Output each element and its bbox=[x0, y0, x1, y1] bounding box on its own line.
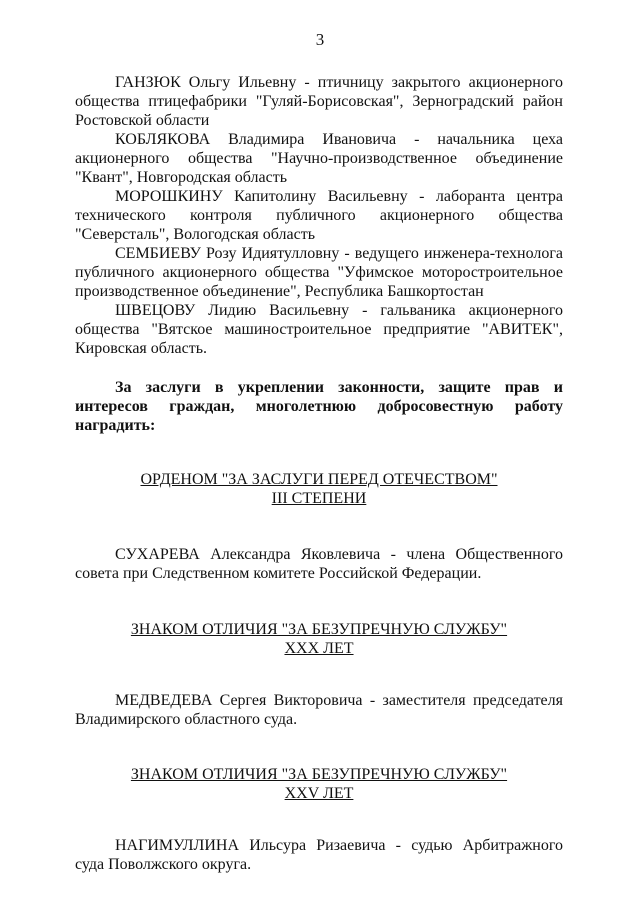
award-entry-sembieva: СЕМБИЕВУ Розу Идиятулловну - ведущего инженера-технолога публичного акционерного общества "Уфимское моторостроительное производственное объединение", Республика Башкортостан bbox=[75, 245, 563, 300]
document-body bbox=[75, 73, 563, 874]
award-entry-sukharev: СУХАРЕВА Александра Яковлевича - члена Общественного совета при Следственном комитете Российской Федерации. bbox=[75, 546, 563, 582]
award-entry-medvedev: МЕДВЕДЕВА Сергея Викторовича - заместителя председателя Владимирского областного суда. bbox=[75, 692, 563, 728]
award-heading-order-line2: III СТЕПЕНИ bbox=[271, 490, 367, 507]
award-heading-xxx-line2: XXX ЛЕТ bbox=[284, 640, 354, 657]
award-entry-shvetsova: ШВЕЦОВУ Лидию Васильевну - гальваника акционерного общества "Вятское машиностроительное предприятие "АВИТЕК", Кировская область. bbox=[75, 302, 563, 357]
award-heading-xxv-line2: XXV ЛЕТ bbox=[284, 785, 354, 802]
award-entry-moroshkina: МОРОШКИНУ Капитолину Васильевну - лаборанта центра технического контроля публичного акционерного общества "Северсталь", Вологодская область bbox=[75, 188, 563, 243]
award-entry-nagimullin: НАГИМУЛЛИНА Ильсура Ризаевича - судью Арбитражного суда Поволжского округа. bbox=[75, 837, 563, 873]
award-heading-order-line1: ОРДЕНОМ "ЗА ЗАСЛУГИ ПЕРЕД ОТЕЧЕСТВОМ" bbox=[140, 471, 498, 488]
award-entry-ganzyuk: ГАНЗЮК Ольгу Ильевну - птичницу закрытого акционерного общества птицефабрики "Гуляй-Борисовская", Зерноградский район Ростовской области bbox=[75, 74, 563, 129]
award-entry-koblyakov: КОБЛЯКОВА Владимира Ивановича - начальника цеха акционерного общества "Научно-производственное объединение "Квант", Новгородская область bbox=[75, 131, 563, 186]
resolution-paragraph: За заслуги в укреплении законности, защите прав и интересов граждан, многолетнюю добросовестную работу наградить: bbox=[75, 379, 563, 434]
award-heading-xxx-line1: ЗНАКОМ ОТЛИЧИЯ "ЗА БЕЗУПРЕЧНУЮ СЛУЖБУ" bbox=[130, 621, 508, 638]
award-heading-xxv-line1: ЗНАКОМ ОТЛИЧИЯ "ЗА БЕЗУПРЕЧНУЮ СЛУЖБУ" bbox=[130, 766, 508, 783]
page-number: 3 bbox=[315, 30, 325, 49]
